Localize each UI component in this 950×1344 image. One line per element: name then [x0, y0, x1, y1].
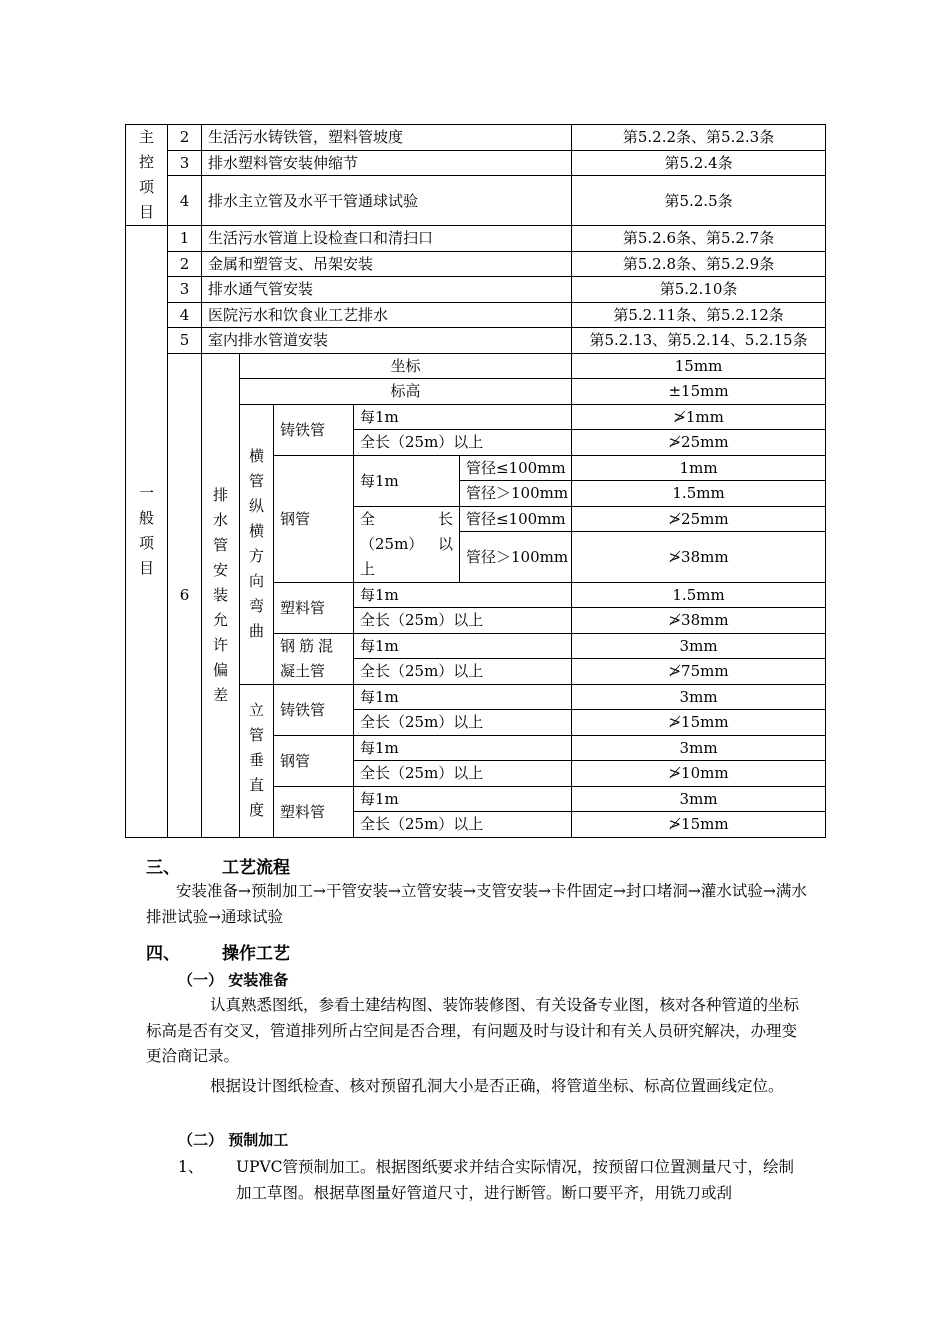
- item-no: 3: [168, 277, 202, 303]
- per-1m-label: 每1m: [354, 582, 572, 608]
- elev-value: ±15mm: [572, 379, 826, 405]
- item-ref: 第5.2.5条: [572, 176, 826, 226]
- acceptance-table: [125, 124, 826, 838]
- value-cell: ≯25mm: [572, 430, 826, 456]
- value-cell: 3mm: [572, 684, 826, 710]
- section3-body: 安装准备→预制加工→干管安装→立管安装→支管安装→卡件固定→封口堵洞→灌水试验→满水排泄试验→通球试验: [146, 882, 807, 926]
- item-no: 6: [168, 353, 202, 837]
- diameter-le-label: 管径≤100mm: [460, 506, 572, 532]
- item-no: 5: [168, 328, 202, 354]
- value-cell: 1mm: [572, 455, 826, 481]
- section4-number: 四、: [146, 944, 180, 964]
- text-fragment: 钢筋混: [280, 636, 338, 655]
- main-group-label: 主控项目: [126, 125, 168, 226]
- item-no: 1: [168, 226, 202, 252]
- text-fragment: 上: [360, 559, 376, 578]
- item-desc: 排水塑料管安装伸缩节: [202, 150, 572, 176]
- item-ref: 第5.2.2条、第5.2.3条: [572, 125, 826, 151]
- full-length-label: 全长（25m）以上: [354, 710, 572, 736]
- per-1m-label: 每1m: [354, 404, 572, 430]
- item-desc: 医院污水和饮食业工艺排水: [202, 302, 572, 328]
- value-cell: 3mm: [572, 735, 826, 761]
- item-desc: 室内排水管道安装: [202, 328, 572, 354]
- diameter-le-label: 管径≤100mm: [460, 455, 572, 481]
- subsection1-title: （一） 安装准备: [178, 971, 289, 989]
- full-length-label: [354, 506, 460, 582]
- full-length-label: 全长（25m）以上: [354, 608, 572, 634]
- value-cell: ≯25mm: [572, 506, 826, 532]
- plastic-label: 塑料管: [274, 582, 354, 633]
- value-cell: ≯15mm: [572, 812, 826, 838]
- value-cell: ≯10mm: [572, 761, 826, 787]
- item-ref: 第5.2.6条、第5.2.7条: [572, 226, 826, 252]
- section3-title: 工艺流程: [222, 858, 290, 878]
- item-ref: 第5.2.8条、第5.2.9条: [572, 251, 826, 277]
- per-1m-label: 每1m: [354, 455, 460, 506]
- subsection1-paragraph2: 根据设计图纸检查、核对预留孔洞大小是否正确，将管道坐标、标高位置画线定位。: [210, 1077, 784, 1095]
- text-fragment: 以: [437, 534, 453, 553]
- rc-pipe-label: [274, 633, 354, 684]
- item-desc: 生活污水铸铁管，塑料管坡度: [202, 125, 572, 151]
- item-ref: 第5.2.10条: [572, 277, 826, 303]
- item-ref: 第5.2.11条、第5.2.12条: [572, 302, 826, 328]
- item-desc: 排水通气管安装: [202, 277, 572, 303]
- value-cell: 3mm: [572, 633, 826, 659]
- item-no: 2: [168, 125, 202, 151]
- horizontal-label: 横管纵横方向弯曲: [240, 404, 274, 684]
- full-length-label: 全长（25m）以上: [354, 812, 572, 838]
- cast-iron-label: 铸铁管: [274, 684, 354, 735]
- value-cell: 1.5mm: [572, 481, 826, 507]
- steel-label: 钢管: [274, 455, 354, 582]
- value-cell: 3mm: [572, 786, 826, 812]
- full-length-label: 全长（25m）以上: [354, 659, 572, 685]
- item-desc: 金属和塑管支、吊架安装: [202, 251, 572, 277]
- value-cell: 1.5mm: [572, 582, 826, 608]
- subsection1-paragraph1: 认真熟悉图纸，参看土建结构图、装饰装修图、有关设备专业图，核对各种管道的坐标标高是否有交叉，管道排列所占空间是否合理，有问题及时与设计和有关人员研究解决，办理变更洽商记录。: [146, 996, 800, 1065]
- general-group-label: 一般项目: [126, 226, 168, 838]
- item6-label: 排水管安装允许偏差: [202, 353, 240, 837]
- text-fragment: 长: [437, 509, 453, 528]
- item-ref: 第5.2.13、第5.2.14、5.2.15条: [572, 328, 826, 354]
- item-desc: 排水主立管及水平干管通球试验: [202, 176, 572, 226]
- per-1m-label: 每1m: [354, 735, 572, 761]
- item-ref: 第5.2.4条: [572, 150, 826, 176]
- cast-iron-label: 铸铁管: [274, 404, 354, 455]
- item-no: 4: [168, 302, 202, 328]
- coord-value: 15mm: [572, 353, 826, 379]
- text-fragment: 全: [360, 509, 376, 528]
- per-1m-label: 每1m: [354, 786, 572, 812]
- full-length-label: 全长（25m）以上: [354, 761, 572, 787]
- item-no: 3: [168, 150, 202, 176]
- value-cell: ≯38mm: [572, 532, 826, 583]
- full-length-label: 全长（25m）以上: [354, 430, 572, 456]
- value-cell: ≯1mm: [572, 404, 826, 430]
- value-cell: ≯75mm: [572, 659, 826, 685]
- elev-label: 标高: [240, 379, 572, 405]
- value-cell: ≯15mm: [572, 710, 826, 736]
- diameter-gt-label: 管径＞100mm: [460, 532, 572, 583]
- per-1m-label: 每1m: [354, 684, 572, 710]
- section4-title: 操作工艺: [222, 944, 290, 964]
- item-no: 4: [168, 176, 202, 226]
- vertical-label: 立管垂直度: [240, 684, 274, 837]
- list-item-number: 1、: [178, 1158, 204, 1176]
- text-fragment: （25m）: [360, 534, 424, 553]
- item-desc: 生活污水管道上设检查口和清扫口: [202, 226, 572, 252]
- per-1m-label: 每1m: [354, 633, 572, 659]
- coord-label: 坐标: [240, 353, 572, 379]
- value-cell: ≯38mm: [572, 608, 826, 634]
- section3-number: 三、: [146, 858, 180, 878]
- list-item-text: UPVC管预制加工。根据图纸要求并结合实际情况，按预留口位置测量尺寸，绘制加工草图。根据草图量好管道尺寸，进行断管。断口要平齐，用铣刀或刮: [236, 1158, 795, 1202]
- subsection2-title: （二） 预制加工: [178, 1131, 289, 1149]
- plastic-label: 塑料管: [274, 786, 354, 837]
- text-fragment: 凝土管: [280, 661, 326, 680]
- item-no: 2: [168, 251, 202, 277]
- steel-label: 钢管: [274, 735, 354, 786]
- diameter-gt-label: 管径＞100mm: [460, 481, 572, 507]
